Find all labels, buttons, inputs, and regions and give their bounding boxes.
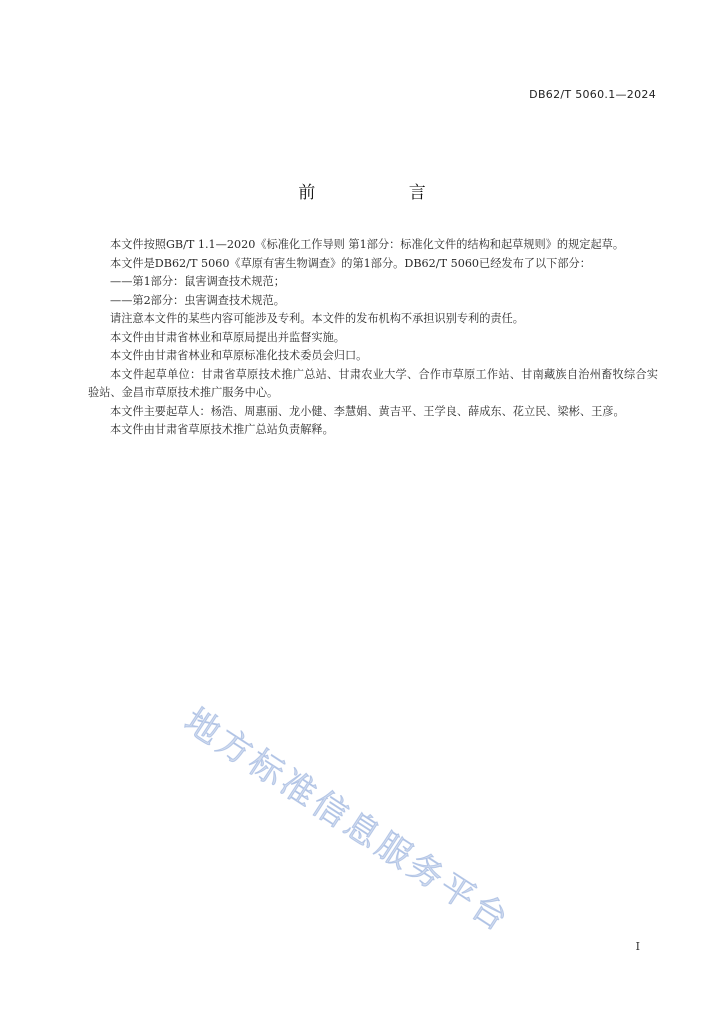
paragraph-proposer: 本文件由甘肃省林业和草原局提出并监督实施。 (110, 330, 345, 344)
paragraph-drafting-units: 本文件起草单位：甘肃省草原技术推广总站、甘肃农业大学、合作市草原工作站、甘南藏族自治州畜牧综合实验站、金昌市草原技术推广服务中心。 (88, 367, 658, 399)
paragraph-patent-notice: 请注意本文件的某些内容可能涉及专利。本文件的发布机构不承担识别专利的责任。 (110, 312, 524, 325)
paragraph-series-part: 本文件是DB62/T 5060《草原有害生物调查》的第1部分。DB62/T 5060已经发布了以下部分： (110, 256, 591, 270)
list-item-part-2: ——第2部分：虫害调查技术规范。 (110, 293, 285, 307)
watermark: 地方标准信息服务平台 (177, 700, 518, 942)
paragraph-interpretation: 本文件由甘肃省草原技术推广总站负责解释。 (110, 423, 334, 436)
paragraph-committee: 本文件由甘肃省林业和草原标准化技术委员会归口。 (110, 349, 368, 362)
page-title: 前 言 (298, 183, 470, 203)
paragraph-drafters: 本文件主要起草人：杨浩、周惠丽、龙小健、李慧娟、黄吉平、王学良、薛成东、花立民、梁彬、王彦。 (110, 404, 625, 418)
paragraph-drafting-rules: 本文件按照GB/T 1.1—2020《标准化工作导则 第1部分：标准化文件的结构和起草规则》的规定起草。 (110, 238, 625, 251)
standard-code: DB62/T 5060.1—2024 (529, 88, 656, 101)
page-number: I (635, 940, 640, 953)
foreword-body (88, 236, 658, 440)
list-item-part-1: ——第1部分：鼠害调查技术规范； (110, 275, 285, 288)
